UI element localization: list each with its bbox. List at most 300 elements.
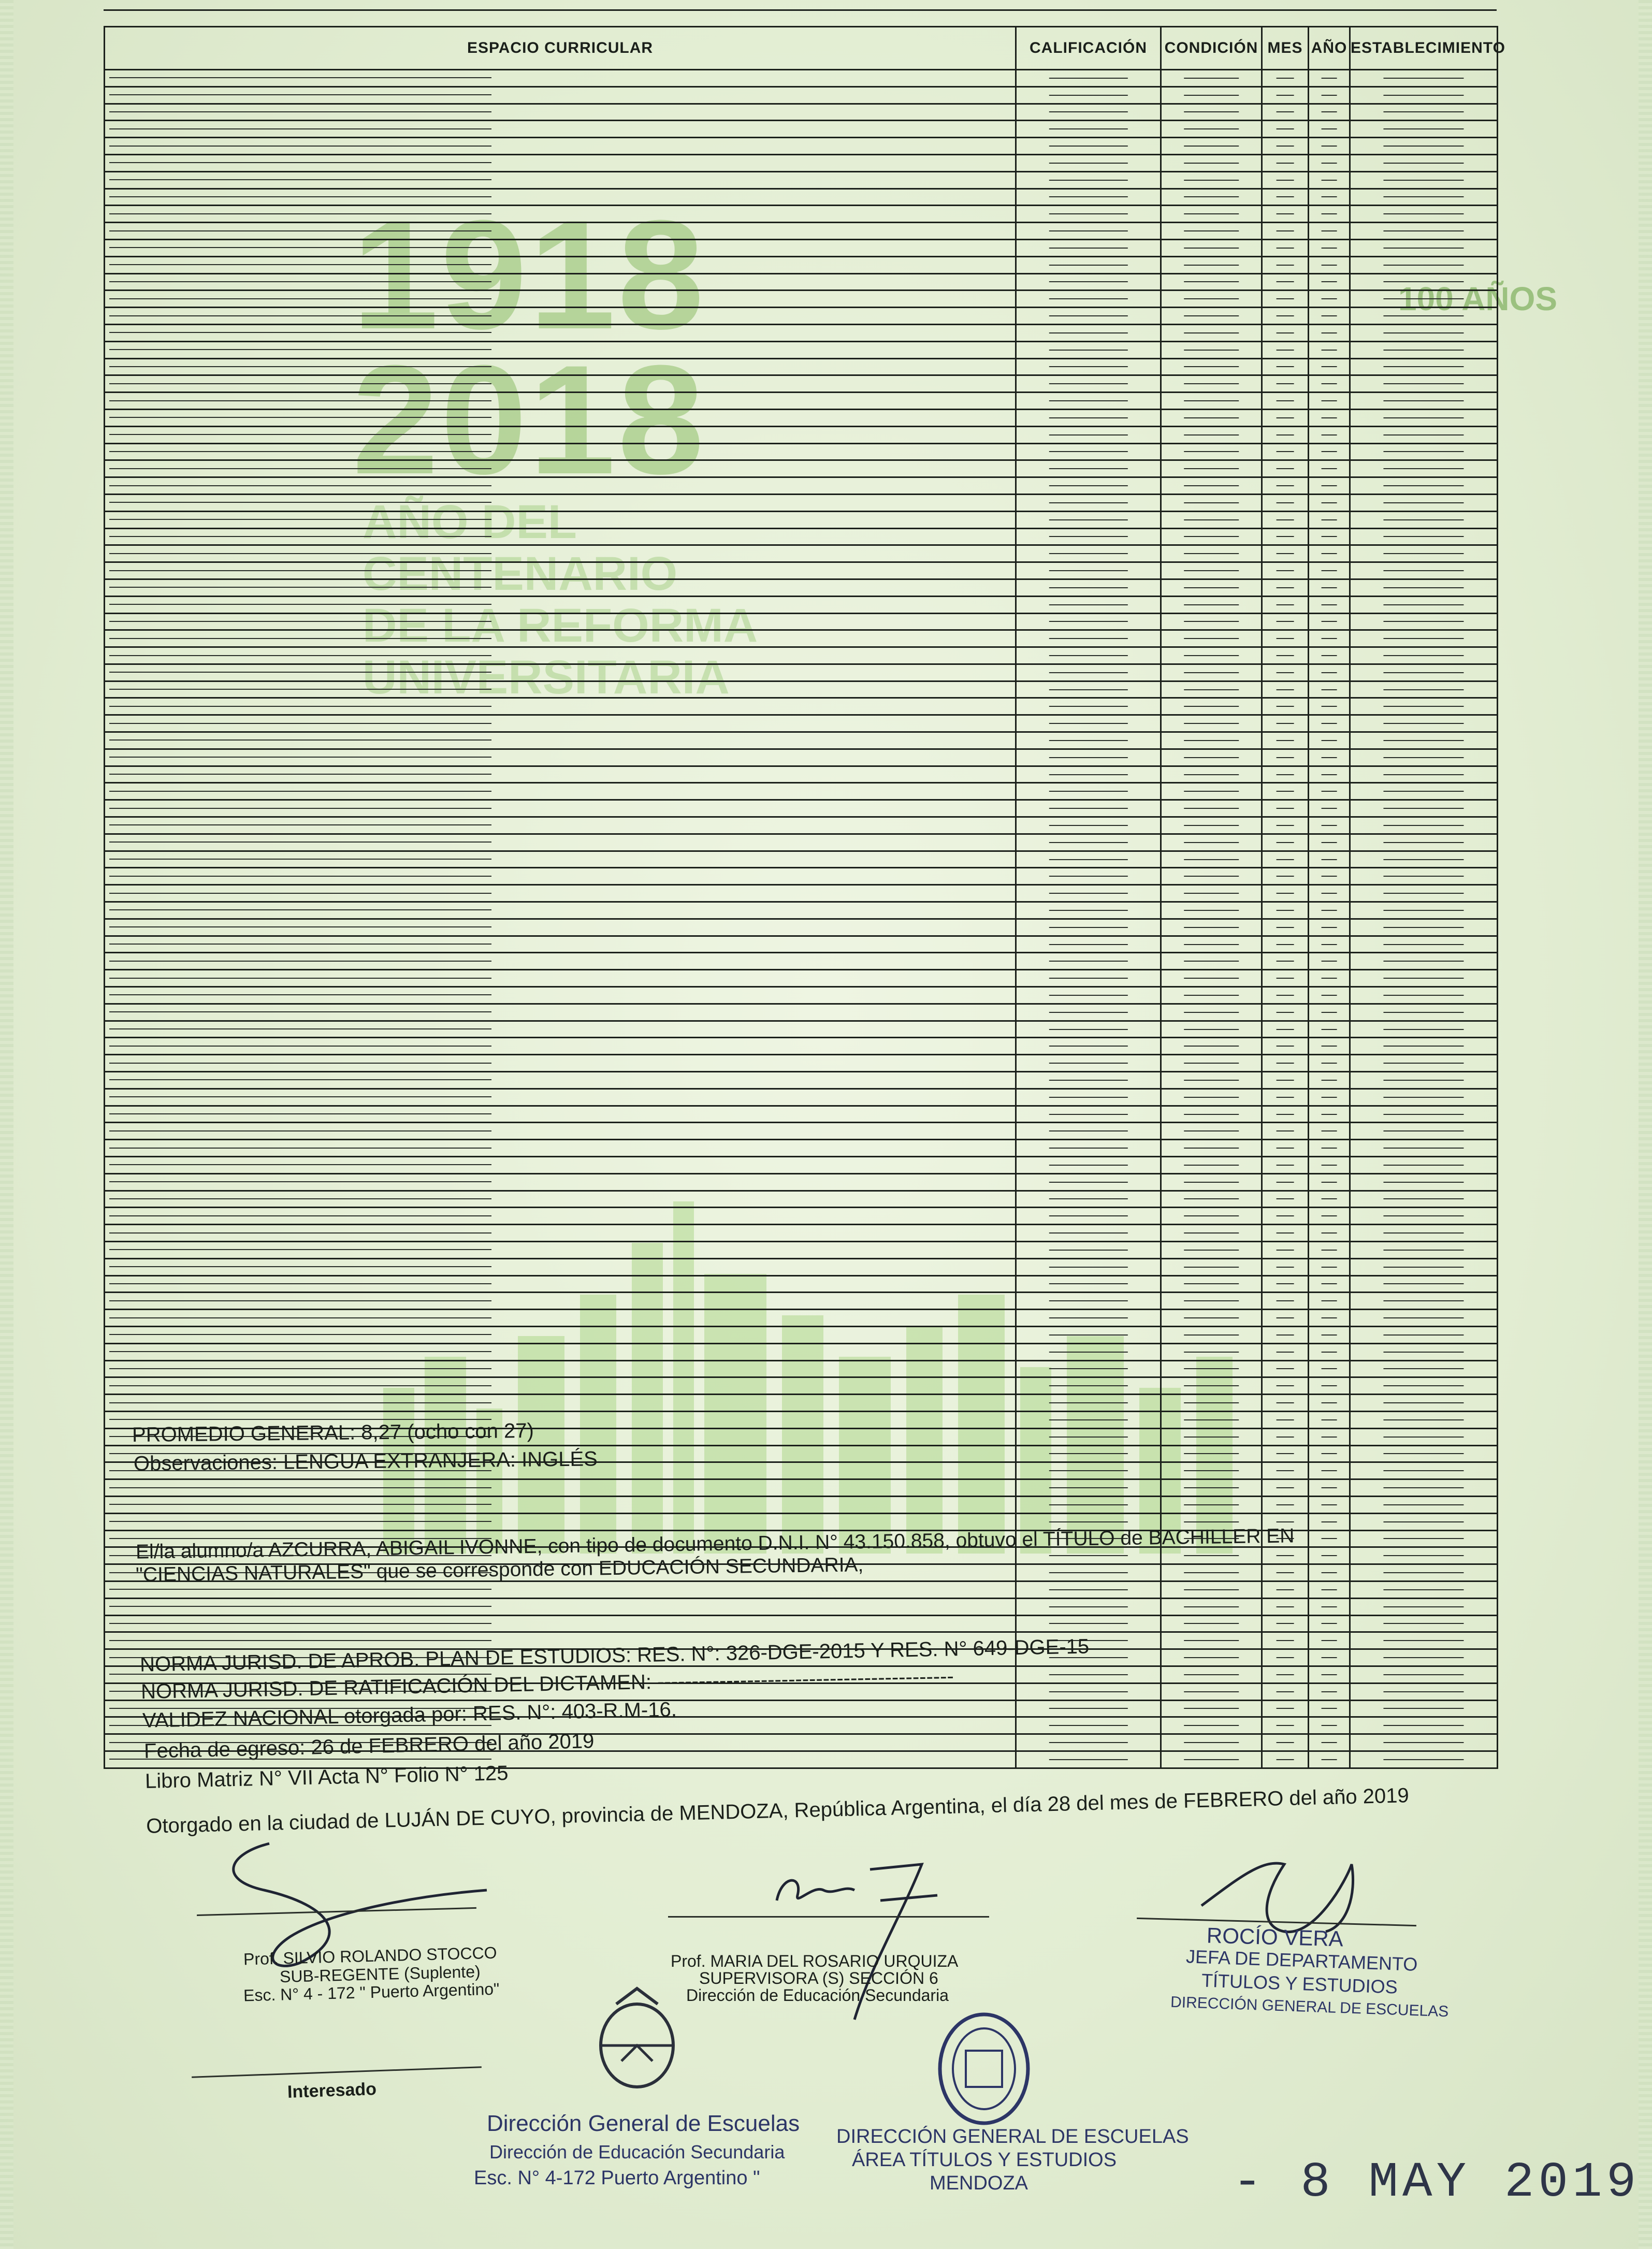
cancel-dash xyxy=(109,349,491,350)
cell-establecimiento xyxy=(1350,953,1498,970)
cancel-dash xyxy=(1321,961,1337,962)
cancel-dash xyxy=(1321,1504,1337,1505)
cell-calificacion xyxy=(1016,715,1161,732)
cancel-dash xyxy=(1049,1504,1127,1505)
cell-establecimiento xyxy=(1350,1700,1498,1717)
cell-condicion xyxy=(1161,1191,1262,1208)
cancel-dash xyxy=(1321,1046,1337,1047)
cell-mes xyxy=(1262,1649,1309,1666)
cancel-dash xyxy=(1184,230,1239,231)
cancel-dash xyxy=(1383,842,1463,843)
cancel-dash xyxy=(1049,1725,1127,1726)
cell-calificacion xyxy=(1016,1021,1161,1038)
cell-establecimiento xyxy=(1350,1547,1498,1564)
cancel-dash xyxy=(109,859,491,860)
cancel-dash xyxy=(1383,434,1463,436)
signer-left-school: Esc. N° 4 - 172 " Puerto Argentino" xyxy=(243,1979,500,2005)
cell-mes xyxy=(1262,1140,1309,1157)
cancel-dash xyxy=(1321,570,1337,571)
cell-calificacion xyxy=(1016,1615,1161,1632)
cancel-dash xyxy=(1276,1521,1294,1522)
cancel-dash xyxy=(1049,1623,1127,1624)
cancel-dash xyxy=(1049,723,1127,724)
cancel-dash xyxy=(1184,876,1239,877)
cell-establecimiento xyxy=(1350,1496,1498,1513)
table-row xyxy=(105,138,1498,155)
cancel-dash xyxy=(1049,1402,1127,1403)
cancel-dash xyxy=(1321,1182,1337,1183)
cancel-dash xyxy=(1049,910,1127,911)
cancel-dash xyxy=(1276,400,1294,401)
cell-anio xyxy=(1309,256,1350,273)
cancel-dash xyxy=(1276,927,1294,928)
cancel-dash xyxy=(1276,163,1294,164)
cancel-dash xyxy=(1383,1215,1463,1216)
cancel-dash xyxy=(1276,1283,1294,1284)
table-row xyxy=(105,919,1498,936)
cell-anio xyxy=(1309,885,1350,902)
cancel-dash xyxy=(1383,248,1463,249)
cell-mes xyxy=(1262,817,1309,834)
cell-condicion xyxy=(1161,1106,1262,1123)
cancel-dash xyxy=(1383,1300,1463,1301)
cancel-dash xyxy=(1184,1215,1239,1216)
cell-mes xyxy=(1262,1208,1309,1225)
cell-anio xyxy=(1309,630,1350,647)
cell-establecimiento xyxy=(1350,104,1498,121)
statement-line-1: El/la alumno/a AZCURRA, ABIGAIL IVONNE, con tipo de documento D.N.I. N° 43.150.858, obtuvo el TÍTULO de BACHILLER EN xyxy=(135,1525,1295,1563)
cancel-dash xyxy=(1383,78,1463,79)
cancel-dash xyxy=(1184,1589,1239,1590)
cell-mes xyxy=(1262,715,1309,732)
cell-establecimiento xyxy=(1350,1615,1498,1632)
cancel-dash xyxy=(1383,1250,1463,1251)
cancel-dash xyxy=(1049,434,1127,436)
cancel-dash xyxy=(1321,1437,1337,1438)
cell-establecimiento xyxy=(1350,1157,1498,1174)
cell-espacio xyxy=(105,1089,1016,1106)
cancel-dash xyxy=(1321,95,1337,96)
cancel-dash xyxy=(1184,910,1239,911)
cancel-dash xyxy=(1049,706,1127,707)
cell-anio xyxy=(1309,494,1350,511)
table-row xyxy=(105,477,1498,495)
cell-espacio xyxy=(105,851,1016,868)
cell-calificacion xyxy=(1016,1496,1161,1513)
table-row xyxy=(105,766,1498,783)
cancel-dash xyxy=(1049,1165,1127,1166)
cancel-dash xyxy=(1049,146,1127,147)
cancel-dash xyxy=(1383,910,1463,911)
cell-establecimiento xyxy=(1350,868,1498,885)
cell-espacio xyxy=(105,1038,1016,1055)
cell-calificacion xyxy=(1016,104,1161,121)
cancel-dash xyxy=(1276,961,1294,962)
cancel-dash xyxy=(1321,1572,1337,1573)
cancel-dash xyxy=(1383,485,1463,486)
table-row xyxy=(105,86,1498,104)
cell-condicion xyxy=(1161,308,1262,325)
cancel-dash xyxy=(1321,1759,1337,1760)
cancel-dash xyxy=(109,638,491,639)
cell-anio xyxy=(1309,1208,1350,1225)
cancel-dash xyxy=(1184,1267,1239,1268)
cell-calificacion xyxy=(1016,1326,1161,1343)
cancel-dash xyxy=(1276,1589,1294,1590)
cell-mes xyxy=(1262,630,1309,647)
cell-establecimiento xyxy=(1350,1751,1498,1768)
cancel-dash xyxy=(1184,553,1239,554)
cell-anio xyxy=(1309,1038,1350,1055)
cell-establecimiento xyxy=(1350,86,1498,104)
cancel-dash xyxy=(1276,859,1294,860)
cell-establecimiento xyxy=(1350,443,1498,460)
cell-calificacion xyxy=(1016,1700,1161,1717)
cell-espacio xyxy=(105,647,1016,664)
table-row xyxy=(105,1310,1498,1327)
cancel-dash xyxy=(1276,434,1294,436)
cancel-dash xyxy=(109,519,491,520)
fecha-egreso: Fecha de egreso: 26 de FEBRERO del año 2019 xyxy=(143,1730,595,1763)
cancel-dash xyxy=(1383,1470,1463,1471)
cancel-dash xyxy=(1184,78,1239,79)
cell-espacio xyxy=(105,613,1016,630)
table-row xyxy=(105,698,1498,715)
cancel-dash xyxy=(1276,893,1294,894)
cancel-dash xyxy=(1184,723,1239,724)
table-row xyxy=(105,749,1498,766)
cancel-dash xyxy=(1276,1742,1294,1743)
cell-espacio xyxy=(105,1479,1016,1497)
cell-anio xyxy=(1309,1343,1350,1360)
cell-mes xyxy=(1262,188,1309,206)
cancel-dash xyxy=(109,994,491,995)
cell-mes xyxy=(1262,1462,1309,1479)
cancel-dash xyxy=(1049,502,1127,503)
cancel-dash xyxy=(1049,468,1127,469)
cell-mes xyxy=(1262,1089,1309,1106)
cancel-dash xyxy=(1321,706,1337,707)
school-stamp-line-2: Dirección de Educación Secundaria xyxy=(489,2141,785,2163)
cell-anio xyxy=(1309,358,1350,375)
cancel-dash xyxy=(1049,1572,1127,1573)
cancel-dash xyxy=(1321,265,1337,266)
cell-anio xyxy=(1309,596,1350,613)
cell-calificacion xyxy=(1016,1225,1161,1242)
cancel-dash xyxy=(1184,1572,1239,1573)
cell-calificacion xyxy=(1016,596,1161,613)
cell-mes xyxy=(1262,1072,1309,1089)
cancel-dash xyxy=(1276,1453,1294,1454)
table-row xyxy=(105,104,1498,121)
cancel-dash xyxy=(1184,1606,1239,1607)
cell-espacio xyxy=(105,545,1016,562)
cancel-dash xyxy=(1321,1165,1337,1166)
cell-calificacion xyxy=(1016,308,1161,325)
table-row xyxy=(105,596,1498,613)
cancel-dash xyxy=(109,213,491,214)
cell-anio xyxy=(1309,1717,1350,1734)
cell-anio xyxy=(1309,1021,1350,1038)
cancel-dash xyxy=(1383,1521,1463,1522)
cell-calificacion xyxy=(1016,1140,1161,1157)
cell-calificacion xyxy=(1016,223,1161,240)
cell-condicion xyxy=(1161,1173,1262,1191)
cell-condicion xyxy=(1161,732,1262,749)
cancel-dash xyxy=(1276,265,1294,266)
cancel-dash xyxy=(109,774,491,775)
cell-mes xyxy=(1262,1564,1309,1581)
cancel-dash xyxy=(109,841,491,843)
cell-establecimiento xyxy=(1350,409,1498,426)
cell-condicion xyxy=(1161,1140,1262,1157)
cancel-dash xyxy=(1049,180,1127,181)
cancel-dash xyxy=(1049,1555,1127,1556)
cell-mes xyxy=(1262,239,1309,256)
cell-condicion xyxy=(1161,579,1262,596)
cell-anio xyxy=(1309,1445,1350,1462)
cell-mes xyxy=(1262,1615,1309,1632)
cancel-dash xyxy=(1383,1080,1463,1081)
table-row xyxy=(105,545,1498,562)
cancel-dash xyxy=(1276,1708,1294,1709)
cancel-dash xyxy=(1383,1606,1463,1607)
cancel-dash xyxy=(109,909,491,910)
cancel-dash xyxy=(1276,502,1294,503)
cell-condicion xyxy=(1161,1360,1262,1377)
cancel-dash xyxy=(1383,451,1463,452)
cell-mes xyxy=(1262,1395,1309,1412)
signer-left-name: Prof. SILVIO ROLANDO STOCCO xyxy=(243,1943,497,1969)
cancel-dash xyxy=(109,196,491,197)
cell-espacio xyxy=(105,511,1016,528)
table-row xyxy=(105,1377,1498,1395)
cell-espacio xyxy=(105,1615,1016,1632)
cell-anio xyxy=(1309,1496,1350,1513)
cell-establecimiento xyxy=(1350,1513,1498,1530)
cancel-dash xyxy=(1184,893,1239,894)
cell-calificacion xyxy=(1016,681,1161,698)
table-row xyxy=(105,902,1498,919)
cancel-dash xyxy=(1321,1148,1337,1149)
cell-espacio xyxy=(105,1496,1016,1513)
cancel-dash xyxy=(1049,196,1127,197)
cancel-dash xyxy=(109,1487,491,1488)
cell-espacio xyxy=(105,987,1016,1004)
cancel-dash xyxy=(109,621,491,622)
cancel-dash xyxy=(1049,689,1127,690)
cell-anio xyxy=(1309,1632,1350,1649)
cancel-dash xyxy=(1276,723,1294,724)
cancel-dash xyxy=(1184,1148,1239,1149)
cancel-dash xyxy=(1321,604,1337,605)
cancel-dash xyxy=(1049,1063,1127,1064)
cell-establecimiento xyxy=(1350,664,1498,681)
cancel-dash xyxy=(1321,417,1337,418)
cell-condicion xyxy=(1161,86,1262,104)
cancel-dash xyxy=(1184,417,1239,418)
cancel-dash xyxy=(1184,1487,1239,1488)
cancel-dash xyxy=(1184,1708,1239,1709)
cell-condicion xyxy=(1161,188,1262,206)
cell-establecimiento xyxy=(1350,138,1498,155)
cancel-dash xyxy=(1276,1487,1294,1488)
cell-calificacion xyxy=(1016,511,1161,528)
table-row xyxy=(105,817,1498,834)
cell-anio xyxy=(1309,1225,1350,1242)
cancel-dash xyxy=(109,1640,491,1641)
cancel-dash xyxy=(1049,876,1127,877)
cancel-dash xyxy=(1383,1368,1463,1369)
cancel-dash xyxy=(1184,1555,1239,1556)
watermark-year-top: 1918 xyxy=(352,187,706,361)
table-row xyxy=(105,1241,1498,1258)
cancel-dash xyxy=(1049,281,1127,282)
table-row xyxy=(105,171,1498,188)
cancel-dash xyxy=(1276,1572,1294,1573)
cell-mes xyxy=(1262,393,1309,410)
cell-espacio xyxy=(105,104,1016,121)
cancel-dash xyxy=(109,655,491,656)
cell-espacio xyxy=(105,919,1016,936)
cancel-dash xyxy=(1276,332,1294,333)
cancel-dash xyxy=(1184,774,1239,775)
cancel-dash xyxy=(1276,1046,1294,1047)
cancel-dash xyxy=(1383,1437,1463,1438)
cell-establecimiento xyxy=(1350,613,1498,630)
cancel-dash xyxy=(1321,910,1337,911)
cancel-dash xyxy=(1383,1674,1463,1675)
cancel-dash xyxy=(1049,859,1127,860)
cancel-dash xyxy=(1276,1504,1294,1505)
cancel-dash xyxy=(1049,1114,1127,1115)
cell-anio xyxy=(1309,902,1350,919)
cancel-dash xyxy=(1383,859,1463,860)
cell-establecimiento xyxy=(1350,1191,1498,1208)
cell-condicion xyxy=(1161,1123,1262,1140)
cell-calificacion xyxy=(1016,1462,1161,1479)
cell-mes xyxy=(1262,647,1309,664)
table-row xyxy=(105,494,1498,511)
cancel-dash xyxy=(1049,961,1127,962)
cell-anio xyxy=(1309,1564,1350,1581)
cancel-dash xyxy=(1184,332,1239,333)
cancel-dash xyxy=(1184,366,1239,367)
cancel-dash xyxy=(1184,961,1239,962)
cell-establecimiento xyxy=(1350,1173,1498,1191)
table-row xyxy=(105,800,1498,817)
cell-calificacion xyxy=(1016,766,1161,783)
cancel-dash xyxy=(1049,995,1127,996)
cell-condicion xyxy=(1161,868,1262,885)
cell-anio xyxy=(1309,579,1350,596)
cancel-dash xyxy=(1321,1470,1337,1471)
cell-calificacion xyxy=(1016,443,1161,460)
cancel-dash xyxy=(1184,1674,1239,1675)
cancel-dash xyxy=(1383,1334,1463,1336)
cancel-dash xyxy=(1321,723,1337,724)
cell-espacio xyxy=(105,902,1016,919)
cell-espacio xyxy=(105,749,1016,766)
table-row xyxy=(105,70,1498,87)
cell-establecimiento xyxy=(1350,188,1498,206)
table-row xyxy=(105,1275,1498,1293)
cancel-dash xyxy=(1276,1419,1294,1420)
cancel-dash xyxy=(1184,621,1239,622)
cell-calificacion xyxy=(1016,1173,1161,1191)
cell-espacio xyxy=(105,375,1016,393)
cancel-dash xyxy=(1276,1063,1294,1064)
cell-espacio xyxy=(105,562,1016,579)
cancel-dash xyxy=(109,77,491,78)
watermark-line-2: CENTENARIO xyxy=(363,547,678,600)
cancel-dash xyxy=(1321,1725,1337,1726)
cell-espacio xyxy=(105,1055,1016,1072)
cancel-dash xyxy=(109,587,491,588)
cell-espacio xyxy=(105,1513,1016,1530)
cell-mes xyxy=(1262,171,1309,188)
cell-condicion xyxy=(1161,1462,1262,1479)
cell-mes xyxy=(1262,1106,1309,1123)
table-row xyxy=(105,681,1498,698)
validez-nacional: VALIDEZ NACIONAL otorgada por: RES. N°: 403-R.M-16. xyxy=(142,1698,677,1732)
cell-establecimiento xyxy=(1350,851,1498,868)
cell-espacio xyxy=(105,766,1016,783)
watermark-line-1: AÑO DEL xyxy=(363,496,577,548)
cell-anio xyxy=(1309,104,1350,121)
cancel-dash xyxy=(1321,1097,1337,1098)
cell-condicion xyxy=(1161,138,1262,155)
cancel-dash xyxy=(1049,655,1127,656)
cancel-dash xyxy=(1049,1521,1127,1522)
cell-establecimiento xyxy=(1350,1717,1498,1734)
cell-condicion xyxy=(1161,154,1262,171)
cancel-dash xyxy=(1276,1029,1294,1030)
cancel-dash xyxy=(109,1283,491,1284)
cell-establecimiento xyxy=(1350,1225,1498,1242)
table-row xyxy=(105,239,1498,256)
cancel-dash xyxy=(1383,1198,1463,1199)
cell-anio xyxy=(1309,375,1350,393)
cancel-dash xyxy=(1383,1640,1463,1641)
cell-mes xyxy=(1262,1428,1309,1445)
cancel-dash xyxy=(1321,1063,1337,1064)
table-row xyxy=(105,443,1498,460)
cancel-dash xyxy=(1049,1267,1127,1268)
header-espacio-curricular: ESPACIO CURRICULAR xyxy=(105,27,1016,70)
cell-anio xyxy=(1309,70,1350,87)
cancel-dash xyxy=(1276,417,1294,418)
cancel-dash xyxy=(1184,434,1239,436)
cancel-dash xyxy=(1049,230,1127,231)
cancel-dash xyxy=(1383,655,1463,656)
table-row xyxy=(105,715,1498,732)
table-row xyxy=(105,256,1498,273)
cancel-dash xyxy=(1184,1623,1239,1624)
cell-calificacion xyxy=(1016,70,1161,87)
cell-espacio xyxy=(105,800,1016,817)
cancel-dash xyxy=(1321,1300,1337,1301)
grades-table xyxy=(104,26,1505,1769)
cell-espacio xyxy=(105,443,1016,460)
cancel-dash xyxy=(1321,1130,1337,1131)
table-row xyxy=(105,1293,1498,1310)
cell-anio xyxy=(1309,1173,1350,1191)
cancel-dash xyxy=(109,281,491,282)
cancel-dash xyxy=(1184,1521,1239,1522)
cell-anio xyxy=(1309,477,1350,495)
cancel-dash xyxy=(1184,196,1239,197)
